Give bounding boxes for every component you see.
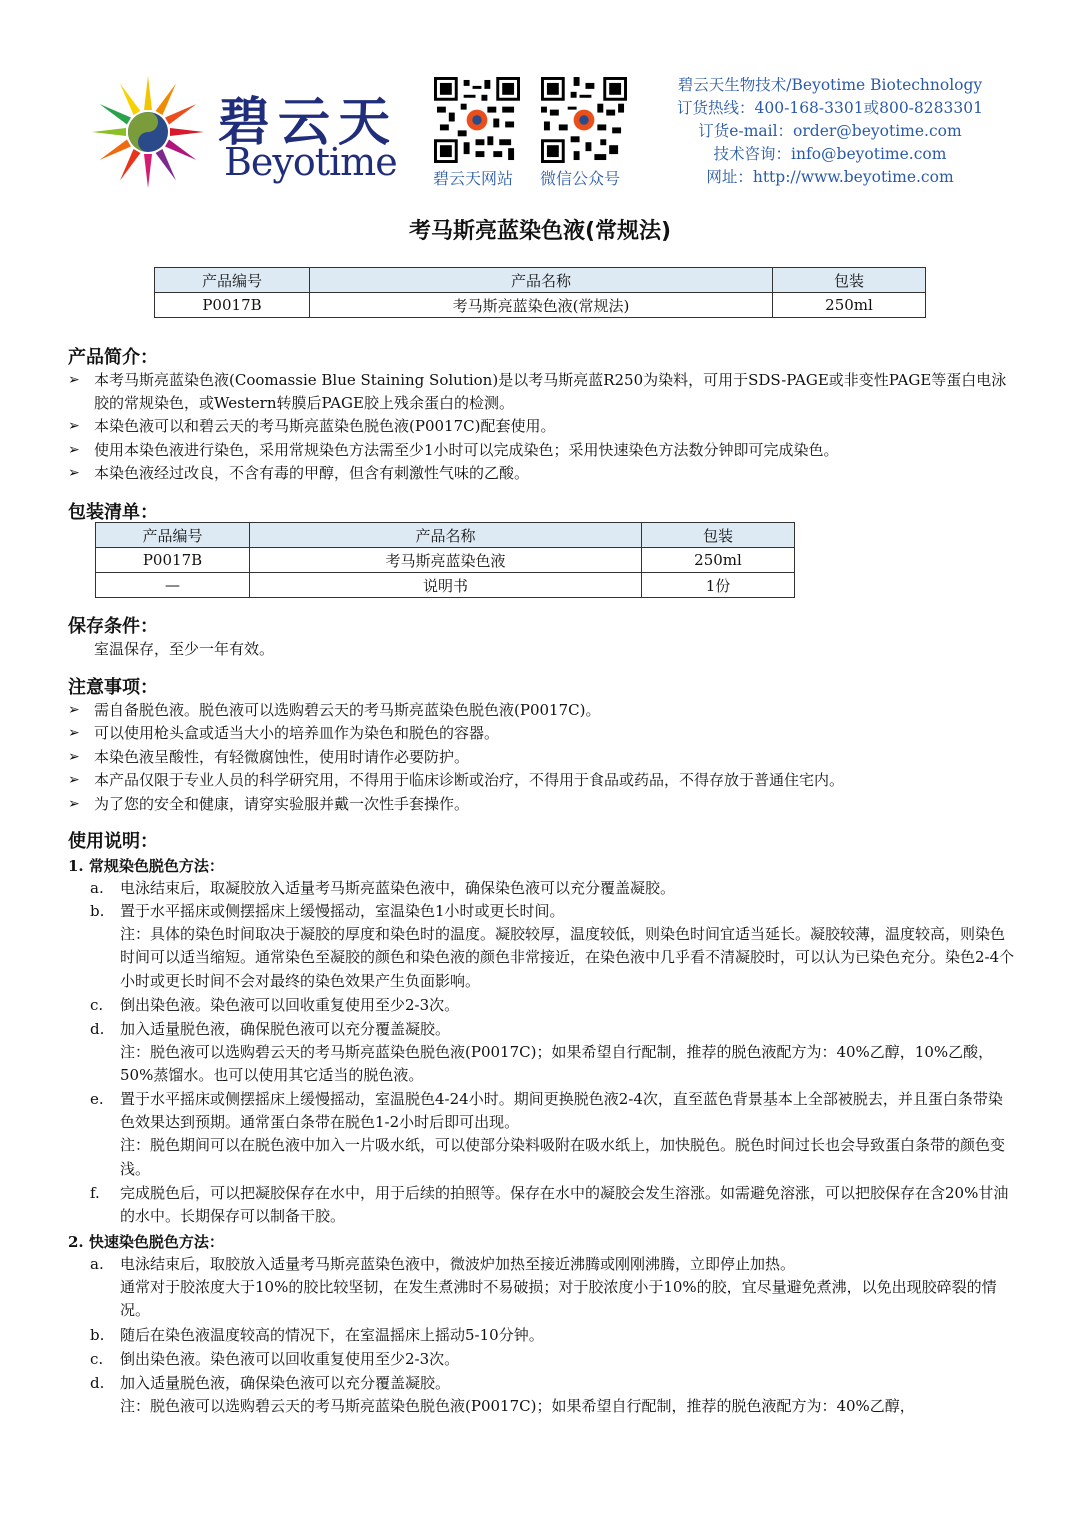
step-item: c. 倒出染色液。染色液可以回收重复使用至少2-3次。 bbox=[90, 996, 460, 1014]
packing-table bbox=[95, 522, 795, 598]
notes-bullet: ➢ 可以使用枪头盒或适当大小的培养皿作为染色和脱色的容器。 bbox=[68, 724, 500, 742]
method1-title: 1. 常规染色脱色方法： bbox=[68, 857, 224, 875]
packing-heading: 包装清单： bbox=[68, 502, 158, 523]
contact-order-email[interactable]: 订货e-mail：order@beyotime.com bbox=[698, 122, 962, 140]
packing-size: 1份 bbox=[642, 573, 795, 598]
product-name: 考马斯亮蓝染色液(常规法) bbox=[310, 293, 773, 318]
qr-code-website-icon[interactable] bbox=[434, 77, 520, 163]
intro-heading: 产品简介： bbox=[68, 347, 158, 368]
storage-text: 室温保存，至少一年有效。 bbox=[94, 640, 275, 658]
notes-bullet: ➢ 需自备脱色液。脱色液可以选购碧云天的考马斯亮蓝染色脱色液(P0017C)。 bbox=[68, 701, 601, 719]
notes-bullet: ➢ 本产品仅限于专业人员的科学研究用，不得用于临床诊断或治疗，不得用于食品或药品，不得存放于普通住宅内。 bbox=[68, 771, 845, 789]
storage-heading: 保存条件： bbox=[68, 616, 158, 637]
packing-name: 说明书 bbox=[250, 573, 642, 598]
contact-info bbox=[650, 74, 1010, 189]
packing-code: P0017B bbox=[96, 548, 250, 573]
contact-hotline: 订货热线：400-168-3301或800-8283301 bbox=[677, 99, 983, 117]
product-code: P0017B bbox=[155, 293, 310, 318]
brand-name-cn: 碧云天 bbox=[218, 92, 399, 153]
product-table-header: 产品编号 bbox=[155, 268, 310, 293]
logo-sun-icon bbox=[88, 74, 208, 190]
packing-name: 考马斯亮蓝染色液 bbox=[250, 548, 642, 573]
step-item: c. 倒出染色液。染色液可以回收重复使用至少2-3次。 bbox=[90, 1350, 460, 1368]
table-row bbox=[96, 573, 795, 598]
step-item: a. 电泳结束后，取胶放入适量考马斯亮蓝染色液中，微波炉加热至接近沸腾或刚刚沸腾，立即停止加热。 通常对于胶浓度大于10%的胶比较坚韧，在发生煮沸时不易破损；对于胶浓度小于10%的胶，宜尽量避免煮沸，以免出现胶碎裂的情况。 bbox=[90, 1253, 1015, 1323]
notes-heading: 注意事项： bbox=[68, 677, 158, 698]
intro-bullet: ➢ 使用本染色液进行染色，采用常规染色方法需至少1小时可以完成染色；采用快速染色方法数分钟即可完成染色。 bbox=[68, 441, 839, 459]
contact-website[interactable]: 网址：http://www.beyotime.com bbox=[706, 168, 954, 186]
method2-title: 2. 快速染色脱色方法： bbox=[68, 1233, 224, 1251]
packing-code: — bbox=[96, 573, 250, 598]
contact-company: 碧云天生物技术/Beyotime Biotechnology bbox=[677, 76, 983, 94]
step-note: 通常对于胶浓度大于10%的胶比较坚韧，在发生煮沸时不易破损；对于胶浓度小于10%的胶，宜尽量避免煮沸，以免出现胶碎裂的情况。 bbox=[120, 1278, 997, 1320]
step-note: 注：脱色液可以选购碧云天的考马斯亮蓝染色脱色液(P0017C)；如果希望自行配制，推荐的脱色液配方为：40%乙醇， bbox=[120, 1397, 915, 1416]
intro-bullet: ➢ 本考马斯亮蓝染色液(Coomassie Blue Staining Solution)是以考马斯亮蓝R250为染料，可用于SDS-PAGE或非变性PAGE等蛋白电泳胶的常规染色，或Western转膜后PAGE胶上残余蛋白的检测。 bbox=[68, 371, 1007, 412]
step-note: 注：具体的染色时间取决于凝胶的厚度和染色时的温度。凝胶较厚，温度较低，则染色时间宜适当延长。凝胶较薄，温度较高，则染色时间可以适当缩短。通常染色至凝胶的颜色和染色液的颜色非常接近，在染色液中几乎看不清凝胶时，可以认为已染色充分。染色2-4个小时或更长时间不会对最终的染色效果产生负面影响。 bbox=[120, 925, 1015, 990]
qr-label-website: 碧云天网站 bbox=[433, 169, 514, 188]
packing-table-header: 包装 bbox=[642, 523, 795, 548]
contact-tech-email[interactable]: 技术咨询：info@beyotime.com bbox=[713, 145, 947, 163]
qr-code-wechat-icon[interactable] bbox=[541, 77, 627, 163]
step-note: 注：脱色期间可以在脱色液中加入一片吸水纸，可以使部分染料吸附在吸水纸上，加快脱色。脱色时间过长也会导致蛋白条带的颜色变浅。 bbox=[120, 1136, 1006, 1178]
product-table bbox=[154, 267, 926, 318]
table-row bbox=[96, 548, 795, 573]
product-table-header: 包装 bbox=[773, 268, 926, 293]
intro-bullet: ➢ 本染色液可以和碧云天的考马斯亮蓝染色脱色液(P0017C)配套使用。 bbox=[68, 417, 556, 435]
step-item: d. 加入适量脱色液，确保染色液可以充分覆盖凝胶。 注：脱色液可以选购碧云天的考马斯亮蓝染色脱色液(P0017C)；如果希望自行配制，推荐的脱色液配方为：40%乙醇， bbox=[90, 1372, 1015, 1418]
brand-name-en: Beyotime bbox=[224, 140, 397, 184]
notes-bullet: ➢ 为了您的安全和健康，请穿实验服并戴一次性手套操作。 bbox=[68, 795, 470, 813]
packing-size: 250ml bbox=[642, 548, 795, 573]
product-table-header: 产品名称 bbox=[310, 268, 773, 293]
step-item: f. 完成脱色后，可以把凝胶保存在水中，用于后续的拍照等。保存在水中的凝胶会发生溶涨。如需避免溶涨，可以把胶保存在含20%甘油的水中。长期保存可以制备干胶。 bbox=[90, 1184, 1009, 1226]
intro-bullet: ➢ 本染色液经过改良，不含有毒的甲醇，但含有刺激性气味的乙酸。 bbox=[68, 464, 530, 482]
step-item: e. 置于水平摇床或侧摆摇床上缓慢摇动，室温脱色4-24小时。期间更换脱色液2-4次，直至蓝色背景基本上全部被脱去，并且蛋白条带染色效果达到预期。通常蛋白条带在脱色1-2小时后即可出现。 注：脱色期间可以在脱色液中加入一片吸水纸，可以使部分染料吸附在吸水纸上，加快脱色。脱色时间过长也会导致蛋白条带的颜色变浅。 bbox=[90, 1088, 1015, 1181]
qr-label-wechat: 微信公众号 bbox=[540, 169, 621, 188]
step-item: d. 加入适量脱色液，确保脱色液可以充分覆盖凝胶。 注：脱色液可以选购碧云天的考马斯亮蓝染色脱色液(P0017C)；如果希望自行配制，推荐的脱色液配方为：40%乙醇，10%乙酸，50%蒸馏水。也可以使用其它适当的脱色液。 bbox=[90, 1018, 1015, 1088]
product-size: 250ml bbox=[773, 293, 926, 318]
step-item: b. 随后在染色液温度较高的情况下，在室温摇床上摇动5-10分钟。 bbox=[90, 1326, 544, 1344]
notes-bullet: ➢ 本染色液呈酸性，有轻微腐蚀性，使用时请作必要防护。 bbox=[68, 748, 470, 766]
usage-heading: 使用说明： bbox=[68, 831, 158, 852]
step-item: b. 置于水平摇床或侧摆摇床上缓慢摇动，室温染色1小时或更长时间。 注：具体的染色时间取决于凝胶的厚度和染色时的温度。凝胶较厚，温度较低，则染色时间宜适当延长。凝胶较薄，温度较高，则染色时间可以适当缩短。通常染色至凝胶的颜色和染色液的颜色非常接近，在染色液中几乎看不清凝胶时，可以认为已染色充分。染色2-4个小时或更长时间不会对最终的染色效果产生负面影响。 bbox=[90, 900, 1015, 993]
step-note: 注：脱色液可以选购碧云天的考马斯亮蓝染色脱色液(P0017C)；如果希望自行配制，推荐的脱色液配方为：40%乙醇，10%乙酸，50%蒸馏水。也可以使用其它适当的脱色液。 bbox=[120, 1043, 994, 1085]
page-title: 考马斯亮蓝染色液(常规法) bbox=[408, 219, 672, 244]
packing-table-header: 产品名称 bbox=[250, 523, 642, 548]
step-item: a. 电泳结束后，取凝胶放入适量考马斯亮蓝染色液中，确保染色液可以充分覆盖凝胶。 bbox=[90, 879, 676, 897]
packing-table-header: 产品编号 bbox=[96, 523, 250, 548]
